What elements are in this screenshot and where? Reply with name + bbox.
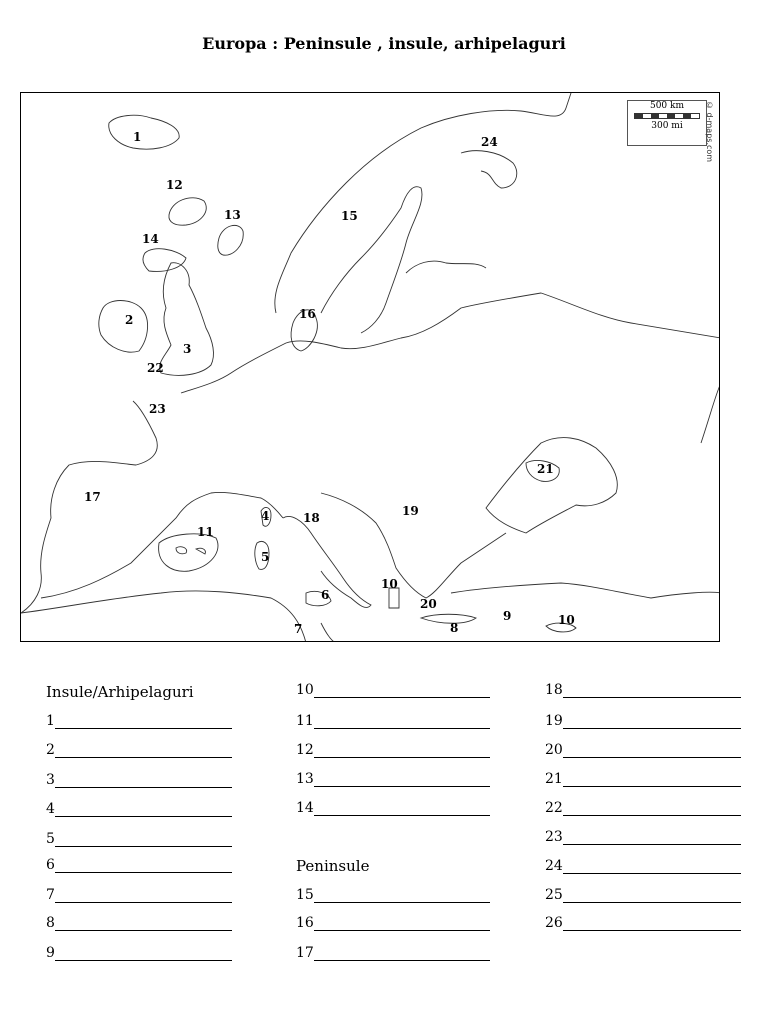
answer-row bbox=[545, 915, 741, 931]
answer-row bbox=[545, 887, 741, 903]
answer-number: 20 bbox=[545, 742, 563, 758]
answer-blank[interactable] bbox=[314, 802, 490, 816]
answer-number: 10 bbox=[296, 682, 314, 698]
answer-blank[interactable] bbox=[563, 802, 741, 816]
answer-blank[interactable] bbox=[563, 773, 741, 787]
answer-number: 21 bbox=[545, 771, 563, 787]
answer-number: 8 bbox=[46, 915, 55, 931]
islands-heading: Insule/Arhipelaguri bbox=[46, 683, 194, 701]
answer-blank[interactable] bbox=[55, 774, 232, 788]
map-label-6: 6 bbox=[321, 588, 330, 602]
map-label-23: 23 bbox=[149, 402, 166, 416]
map-label-8: 8 bbox=[450, 621, 459, 635]
answer-row bbox=[46, 857, 232, 873]
answer-blank[interactable] bbox=[314, 889, 490, 903]
answer-row bbox=[46, 772, 232, 788]
answer-blank[interactable] bbox=[314, 684, 490, 698]
answer-number: 14 bbox=[296, 800, 314, 816]
map-label-4: 4 bbox=[261, 509, 270, 523]
answer-row bbox=[296, 742, 490, 758]
answer-blank[interactable] bbox=[55, 947, 232, 961]
answer-number: 4 bbox=[46, 801, 55, 817]
peninsulas-heading: Peninsule bbox=[296, 857, 370, 875]
answer-blank[interactable] bbox=[314, 744, 490, 758]
answer-row bbox=[46, 945, 232, 961]
map-label-3: 3 bbox=[183, 342, 192, 356]
map-label-9: 9 bbox=[503, 609, 512, 623]
answer-number: 16 bbox=[296, 915, 314, 931]
answer-blank[interactable] bbox=[563, 744, 741, 758]
answer-row bbox=[296, 682, 490, 698]
answer-row bbox=[46, 915, 232, 931]
answer-row bbox=[296, 887, 490, 903]
scale-km-label: 500 km bbox=[649, 101, 685, 111]
answer-blank[interactable] bbox=[314, 715, 490, 729]
answer-number: 17 bbox=[296, 945, 314, 961]
answer-number: 25 bbox=[545, 887, 563, 903]
answer-row bbox=[545, 800, 741, 816]
answer-row bbox=[545, 829, 741, 845]
answer-number: 26 bbox=[545, 915, 563, 931]
answer-number: 19 bbox=[545, 713, 563, 729]
answer-number: 7 bbox=[46, 887, 55, 903]
map-label-13: 13 bbox=[224, 208, 241, 222]
answer-blank[interactable] bbox=[563, 917, 741, 931]
map-label-18: 18 bbox=[303, 511, 320, 525]
answer-number: 24 bbox=[545, 858, 563, 874]
answer-number: 5 bbox=[46, 831, 55, 847]
answer-blank[interactable] bbox=[563, 860, 741, 874]
map-label-1: 1 bbox=[133, 130, 142, 144]
answer-number: 23 bbox=[545, 829, 563, 845]
answer-number: 22 bbox=[545, 800, 563, 816]
answer-row bbox=[545, 713, 741, 729]
answer-row bbox=[545, 858, 741, 874]
answer-blank[interactable] bbox=[563, 831, 741, 845]
page-title: Europa : Peninsule , insule, arhipelaguri bbox=[202, 34, 566, 53]
answer-number: 12 bbox=[296, 742, 314, 758]
map-label-21: 21 bbox=[537, 462, 554, 476]
map-label-15: 15 bbox=[341, 209, 358, 223]
map-label-24: 24 bbox=[481, 135, 498, 149]
answer-blank[interactable] bbox=[55, 803, 232, 817]
answer-blank[interactable] bbox=[563, 715, 741, 729]
answer-number: 11 bbox=[296, 713, 314, 729]
answer-number: 18 bbox=[545, 682, 563, 698]
answer-row bbox=[46, 742, 232, 758]
answer-row bbox=[46, 887, 232, 903]
answer-number: 2 bbox=[46, 742, 55, 758]
answer-row bbox=[46, 801, 232, 817]
answer-number: 15 bbox=[296, 887, 314, 903]
map-label-10-greece: 10 bbox=[381, 577, 398, 591]
answer-row bbox=[296, 800, 490, 816]
answer-blank[interactable] bbox=[314, 773, 490, 787]
answer-row bbox=[545, 742, 741, 758]
scale-mi-label: 300 mi bbox=[651, 121, 683, 131]
answer-blank[interactable] bbox=[55, 889, 232, 903]
answer-blank[interactable] bbox=[55, 715, 232, 729]
answer-blank[interactable] bbox=[314, 917, 490, 931]
answer-blank[interactable] bbox=[314, 947, 490, 961]
map-label-7: 7 bbox=[294, 622, 303, 636]
map-label-12: 12 bbox=[166, 178, 183, 192]
answer-number: 3 bbox=[46, 772, 55, 788]
map-label-17: 17 bbox=[84, 490, 101, 504]
map-label-19: 19 bbox=[402, 504, 419, 518]
map-label-5: 5 bbox=[261, 550, 270, 564]
answer-row bbox=[46, 713, 232, 729]
answer-number: 13 bbox=[296, 771, 314, 787]
answer-number: 9 bbox=[46, 945, 55, 961]
map-label-10-cyprus: 10 bbox=[558, 613, 575, 627]
map-label-16: 16 bbox=[299, 307, 316, 321]
answer-blank[interactable] bbox=[563, 684, 741, 698]
answer-row bbox=[296, 915, 490, 931]
answer-row bbox=[545, 771, 741, 787]
answer-blank[interactable] bbox=[55, 859, 232, 873]
answer-row bbox=[296, 771, 490, 787]
answer-row bbox=[46, 831, 232, 847]
answer-number: 1 bbox=[46, 713, 55, 729]
map-label-20: 20 bbox=[420, 597, 437, 611]
map-label-11: 11 bbox=[197, 525, 214, 539]
answer-row bbox=[296, 945, 490, 961]
map-label-2: 2 bbox=[125, 313, 134, 327]
map-label-22: 22 bbox=[147, 361, 164, 375]
answer-blank[interactable] bbox=[563, 889, 741, 903]
answer-blank[interactable] bbox=[55, 917, 232, 931]
answer-blank[interactable] bbox=[55, 833, 232, 847]
answer-number: 6 bbox=[46, 857, 55, 873]
map-label-14: 14 bbox=[142, 232, 159, 246]
answer-row bbox=[296, 713, 490, 729]
answer-row bbox=[545, 682, 741, 698]
map-credit: © d-maps.com bbox=[705, 101, 714, 163]
answer-blank[interactable] bbox=[55, 744, 232, 758]
